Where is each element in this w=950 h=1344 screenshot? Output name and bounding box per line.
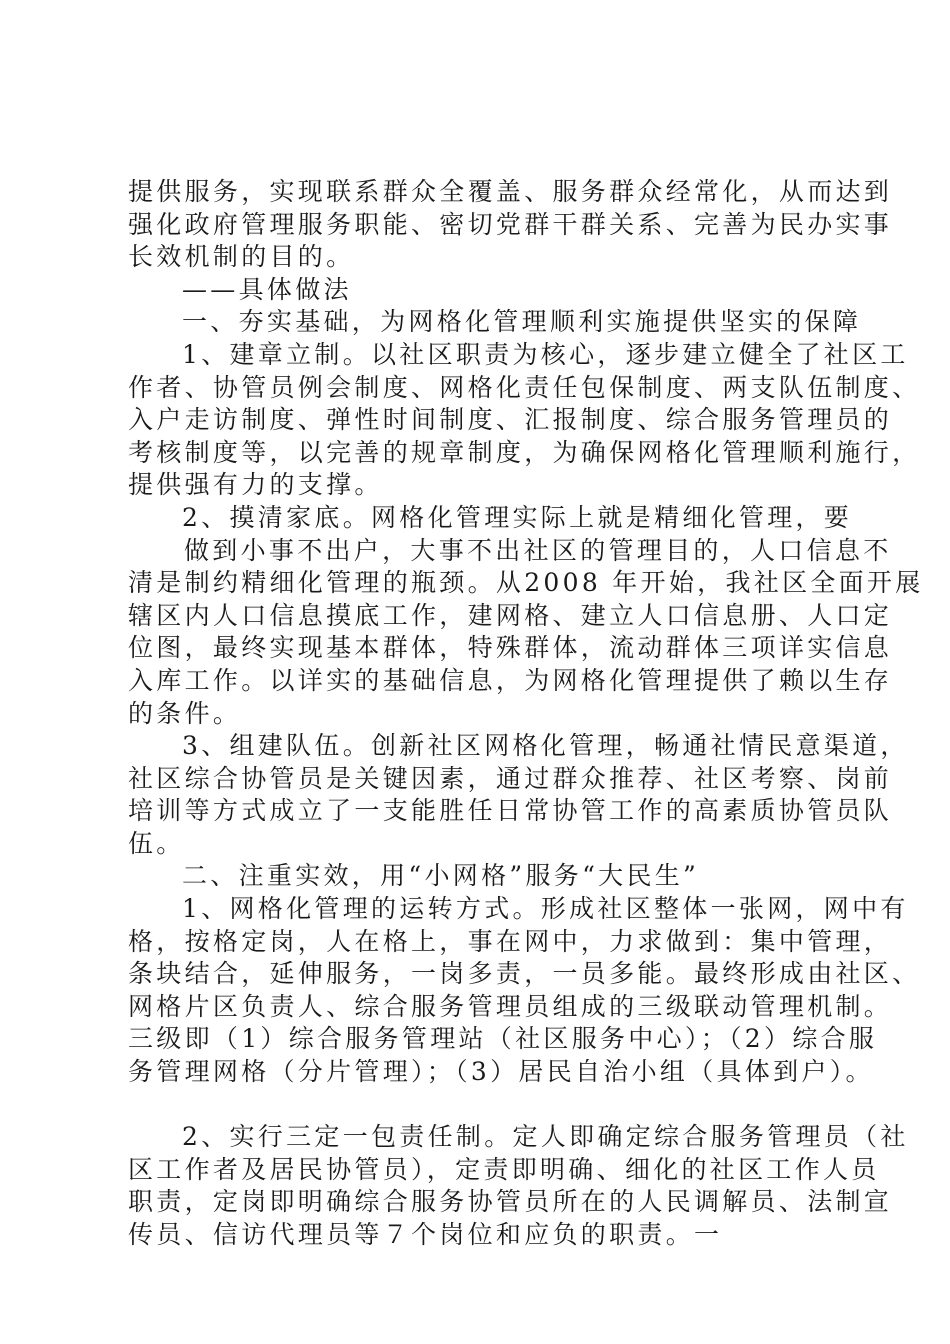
paragraph-gap xyxy=(128,1089,844,1122)
section-heading: 一、夯实基础，为网格化管理顺利实施提供坚实的保障 xyxy=(182,307,862,337)
document-body xyxy=(128,176,924,1252)
paragraph-start: 做到小事不出户，大事不出社区的管理目的，人口信息不 xyxy=(184,535,892,565)
text-line: 条块结合，延伸服务，一岗多责，一员多能。最终形成由社区、 xyxy=(128,959,921,989)
text-line: 培训等方式成立了一支能胜任日常协管工作的高素质协管员队 xyxy=(128,796,893,826)
text-line: 格，按格定岗，人在格上，事在网中，力求做到：集中管理， xyxy=(128,926,893,956)
text-line: 入库工作。以详实的基础信息，为网格化管理提供了赖以生存 xyxy=(128,665,893,695)
text-line: 职责，定岗即明确综合服务协管员所在的人民调解员、法制宣 xyxy=(128,1187,893,1217)
text-line: 考核制度等，以完善的规章制度，为确保网格化管理顺利施行， xyxy=(128,437,921,467)
text-line: 网格片区负责人、综合服务管理员组成的三级联动管理机制。 xyxy=(128,991,893,1021)
text-line: 提供强有力的支撑。 xyxy=(128,470,383,500)
paragraph-start: 1、网格化管理的运转方式。形成社区整体一张网，网中有 xyxy=(182,894,909,924)
text-line: 传员、信访代理员等７个岗位和应负的职责。一 xyxy=(128,1220,723,1249)
text-line: 作者、协管员例会制度、网格化责任包保制度、两支队伍制度、 xyxy=(128,372,921,402)
text-line: 入户走访制度、弹性时间制度、汇报制度、综合服务管理员的 xyxy=(128,405,893,435)
text-line: 提供服务，实现联系群众全覆盖、服务群众经常化，从而达到 xyxy=(128,177,893,206)
text-line: 务管理网格（分片管理）；（3）居民自治小组（具体到户）。 xyxy=(128,1057,874,1087)
paragraph-start: 1、建章立制。以社区职责为核心，逐步建立健全了社区工 xyxy=(182,339,909,369)
paragraph-start: 2、摸清家底。网格化管理实际上就是精细化管理，要 xyxy=(182,502,853,532)
text-line: 位图，最终实现基本群体，特殊群体，流动群体三项详实信息 xyxy=(128,633,893,663)
text-line: 三级即（1）综合服务管理站（社区服务中心）；（2）综合服 xyxy=(128,1024,878,1054)
section-heading: ——具体做法 xyxy=(182,274,352,304)
text-line: 伍。 xyxy=(128,828,185,858)
text-line: 辖区内人口信息摸底工作，建网格、建立人口信息册、人口定 xyxy=(128,600,893,630)
text-line: 强化政府管理服务职能、密切党群干群关系、完善为民办实事 xyxy=(128,209,893,239)
text-line: 区工作者及居民协管员），定责即明确、细化的社区工作人员 xyxy=(128,1154,880,1184)
section-heading: 二、注重实效，用“小网格”服务“大民生” xyxy=(182,861,700,891)
text-line: 长效机制的目的。 xyxy=(128,242,355,272)
text-line: 的条件。 xyxy=(128,698,242,728)
text-line: 社区综合协管员是关键因素，通过群众推荐、社区考察、岗前 xyxy=(128,763,893,793)
paragraph-start: 2、实行三定一包责任制。定人即确定综合服务管理员（社 xyxy=(182,1122,909,1152)
paragraph-start: 3、组建队伍。创新社区网格化管理，畅通社情民意渠道， xyxy=(182,731,909,761)
text-line: 清是制约精细化管理的瓶颈。从2008 年开始，我社区全面开展 xyxy=(128,568,924,598)
